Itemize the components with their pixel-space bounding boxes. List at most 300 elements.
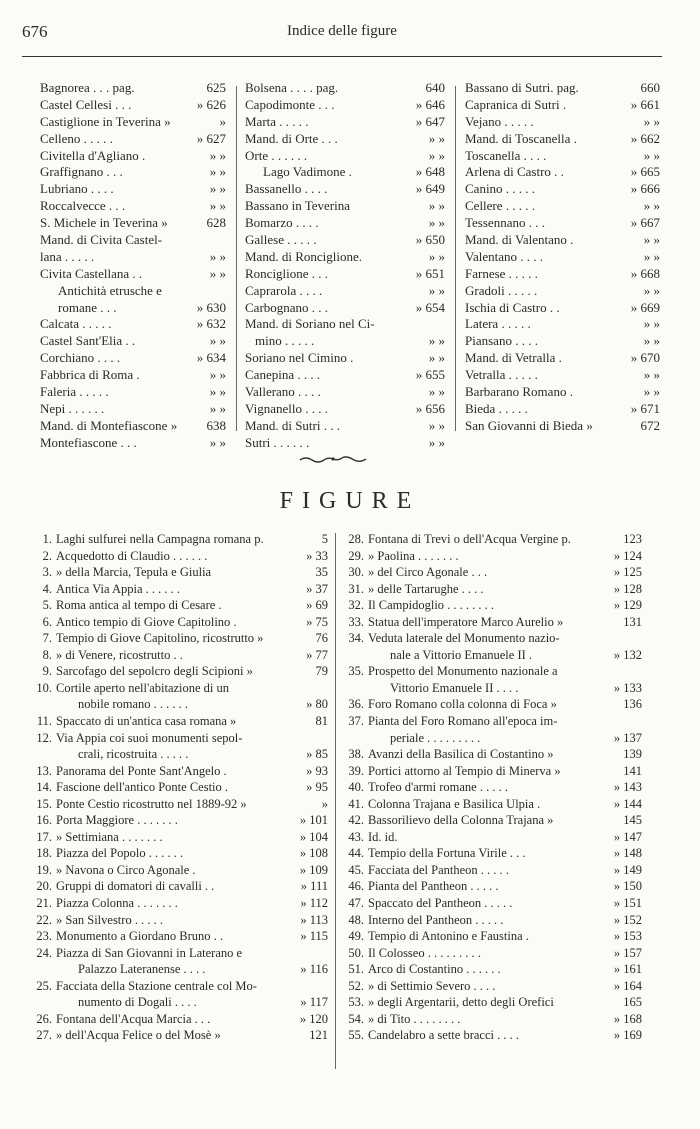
entry-name: Canepina . . . . xyxy=(245,367,321,383)
entry-page: » 655 xyxy=(415,367,445,383)
index-entry xyxy=(465,300,660,317)
entry-page: » 634 xyxy=(196,350,226,366)
figure-entry xyxy=(30,647,328,664)
figure-title: Sarcofago del sepolcro degli Scipioni » xyxy=(56,664,253,679)
figure-entry xyxy=(342,730,642,747)
figure-title: numento di Dogali . . . . xyxy=(78,995,197,1010)
index-entry xyxy=(465,215,660,232)
entry-name: Piansano . . . . xyxy=(465,333,538,349)
entry-page: » » xyxy=(428,130,445,146)
entry-page: » » xyxy=(209,147,226,163)
entry-page: » » xyxy=(209,198,226,214)
figure-entry xyxy=(30,696,328,713)
entry-name: Fabbrica di Roma . xyxy=(40,367,140,383)
figure-number: 12. xyxy=(36,730,52,745)
figure-entry xyxy=(342,630,642,647)
entry-name: Civita Castellana . . xyxy=(40,265,143,281)
index-entry xyxy=(245,333,445,350)
index-entry xyxy=(245,97,445,114)
figure-title: » della Marcia, Tepula e Giulia xyxy=(56,565,212,580)
entry-page: » 649 xyxy=(415,181,445,197)
figure-title: Interno del Pantheon . . . . . xyxy=(368,912,504,927)
entry-name: Corchiano . . . . xyxy=(40,350,121,366)
index-entry xyxy=(245,80,445,97)
entry-page: » 632 xyxy=(196,316,226,332)
figure-number: 15. xyxy=(36,796,52,811)
entry-page: » » xyxy=(209,400,226,416)
figure-page: » 150 xyxy=(613,879,642,894)
figure-number: 42. xyxy=(348,813,364,828)
figure-page: » 109 xyxy=(299,862,328,877)
figure-title: » Navona o Circo Agonale . xyxy=(56,862,196,877)
figure-title: Pianta del Pantheon . . . . . xyxy=(368,879,499,894)
entry-name: Soriano nel Cimino . xyxy=(245,350,354,366)
index-entry xyxy=(245,198,445,215)
entry-name: Celleno . . . . . xyxy=(40,130,113,146)
figure-page: » 164 xyxy=(613,978,642,993)
figure-title: Prospetto del Monumento nazionale a xyxy=(368,664,558,679)
index-entry xyxy=(465,131,660,148)
figure-entry xyxy=(30,862,328,879)
entry-name: romane . . . xyxy=(58,299,117,315)
figure-entry xyxy=(30,961,328,978)
figure-title: » di Settimio Severo . . . . xyxy=(368,978,496,993)
figure-number: 6. xyxy=(42,614,52,629)
figure-number: 32. xyxy=(348,598,364,613)
figure-title: Fontana di Trevi o dell'Acqua Vergine p. xyxy=(368,532,571,546)
entry-page: » 651 xyxy=(415,265,445,281)
figure-page: 139 xyxy=(623,747,642,762)
entry-name: Carbognano . . . xyxy=(245,299,329,315)
entry-name: Capranica di Sutri . xyxy=(465,96,567,112)
entry-name: Orte . . . . . . xyxy=(245,147,308,163)
entry-page: » » xyxy=(428,147,445,163)
index-entry xyxy=(40,333,226,350)
index-entry xyxy=(245,266,445,283)
figure-number: 1. xyxy=(42,532,52,546)
figure-page: » 104 xyxy=(299,829,328,844)
entry-name: Vignanello . . . . xyxy=(245,400,328,416)
figure-entry xyxy=(30,564,328,581)
figure-page: » xyxy=(321,796,328,811)
entry-page: » » xyxy=(428,333,445,349)
figure-page: » 137 xyxy=(613,730,642,745)
index-entry xyxy=(40,232,226,249)
figure-title: Trofeo d'armi romane . . . . . xyxy=(368,780,508,795)
column-divider xyxy=(236,86,237,431)
entry-name: Tessennano . . . xyxy=(465,215,545,231)
index-entry xyxy=(245,300,445,317)
entry-name: Vallerano . . . . xyxy=(245,384,321,400)
figure-title: Fontana dell'Acqua Marcia . . . xyxy=(56,1011,211,1026)
figure-entry xyxy=(342,796,642,813)
figure-page: » 143 xyxy=(613,780,642,795)
figure-title: Tempio di Antonino e Faustina . xyxy=(368,929,529,944)
figure-number: 30. xyxy=(348,565,364,580)
figure-number: 50. xyxy=(348,945,364,960)
figure-page: » 33 xyxy=(306,548,328,563)
figure-title: Vittorio Emanuele II . . . . xyxy=(390,680,519,695)
figure-number: 29. xyxy=(348,548,364,563)
figure-page: » 95 xyxy=(306,780,328,795)
figure-entry xyxy=(342,829,642,846)
figure-page: » 108 xyxy=(299,846,328,861)
index-entry xyxy=(465,384,660,401)
index-entry xyxy=(245,435,445,452)
index-entry xyxy=(245,148,445,165)
index-entry xyxy=(245,350,445,367)
entry-page: » » xyxy=(428,434,445,450)
figure-entry xyxy=(342,845,642,862)
entry-name: Bolsena . . . . pag. xyxy=(245,80,339,95)
index-entry xyxy=(40,181,226,198)
figure-number: 9. xyxy=(42,664,52,679)
running-title: Indice delle figure xyxy=(287,23,397,39)
figure-page: » 132 xyxy=(613,647,642,662)
figure-entry xyxy=(30,680,328,697)
figure-title: » dell'Acqua Felice o del Mosè » xyxy=(56,1028,221,1043)
figure-page: » 152 xyxy=(613,912,642,927)
figure-entry xyxy=(30,581,328,598)
page-number: 676 xyxy=(22,22,48,41)
figure-number: 16. xyxy=(36,813,52,828)
figure-number: 48. xyxy=(348,912,364,927)
figure-entry xyxy=(342,597,642,614)
figure-number: 22. xyxy=(36,912,52,927)
figure-page: 131 xyxy=(623,614,642,629)
figure-title: Piazza del Popolo . . . . . . xyxy=(56,846,184,861)
entry-name: Ronciglione . . . xyxy=(245,265,329,281)
figure-entry xyxy=(30,614,328,631)
figure-entry xyxy=(30,1011,328,1028)
figure-page: » 129 xyxy=(613,598,642,613)
figure-page: » 113 xyxy=(300,912,328,927)
figure-entry xyxy=(342,1027,642,1044)
entry-name: Mand. di Sutri . . . xyxy=(245,417,340,433)
entry-page: » 669 xyxy=(630,299,660,315)
figure-entry xyxy=(30,630,328,647)
index-entry xyxy=(245,401,445,418)
index-entry xyxy=(465,181,660,198)
figure-entry xyxy=(342,763,642,780)
figure-entry xyxy=(342,581,642,598)
index-entry xyxy=(245,215,445,232)
entry-name: San Giovanni di Bieda » xyxy=(465,417,593,433)
figure-entry xyxy=(342,531,642,548)
figure-number: 11. xyxy=(36,714,52,729)
index-entry xyxy=(465,148,660,165)
entry-name: Lago Vadimone . xyxy=(263,164,352,180)
entry-page: » xyxy=(219,113,226,129)
entry-name: Cellere . . . . . xyxy=(465,198,536,214)
entry-page: » » xyxy=(643,232,660,248)
figure-page: » 157 xyxy=(613,945,642,960)
figure-page: » 168 xyxy=(613,1011,642,1026)
header-rule xyxy=(22,56,662,57)
figure-title: Tempio della Fortuna Virile . . . xyxy=(368,846,526,861)
figure-title: Tempio di Giove Capitolino, ricostrutto » xyxy=(56,631,264,646)
figure-list xyxy=(30,531,650,1071)
entry-name: Castel Sant'Elia . . xyxy=(40,333,136,349)
index-entry xyxy=(465,283,660,300)
figure-number: 4. xyxy=(42,581,52,596)
figure-entry xyxy=(342,713,642,730)
index-entry xyxy=(465,114,660,131)
figure-entry xyxy=(342,548,642,565)
figure-number: 45. xyxy=(348,862,364,877)
entry-name: Ischia di Castro . . xyxy=(465,299,560,315)
entry-page: » 656 xyxy=(415,400,445,416)
index-entry xyxy=(40,384,226,401)
index-entry xyxy=(465,333,660,350)
figure-page: » 117 xyxy=(300,995,328,1010)
figure-title: Spaccato del Pantheon . . . . . xyxy=(368,896,513,911)
entry-name: Gallese . . . . . xyxy=(245,232,317,248)
figure-title: Veduta laterale del Monumento nazio- xyxy=(368,631,560,646)
index-entry xyxy=(465,367,660,384)
index-entry xyxy=(40,283,226,300)
figure-title: Statua dell'imperatore Marco Aurelio » xyxy=(368,614,564,629)
figure-entry xyxy=(30,763,328,780)
figure-entry xyxy=(30,928,328,945)
figure-entry xyxy=(30,1027,328,1044)
entry-page: » » xyxy=(643,147,660,163)
figure-title: Foro Romano colla colonna di Foca » xyxy=(368,697,557,712)
index-entry xyxy=(465,249,660,266)
entry-page: » » xyxy=(428,215,445,231)
figure-number: 2. xyxy=(42,548,52,563)
entry-name: Valentano . . . . xyxy=(465,248,543,264)
figure-title: periale . . . . . . . . . xyxy=(390,730,481,745)
figure-page: » 153 xyxy=(613,929,642,944)
figure-title: Antica Via Appia . . . . . . xyxy=(56,581,180,596)
figure-number: 27. xyxy=(36,1028,52,1043)
figure-page: 5 xyxy=(321,532,328,546)
figure-column-left xyxy=(30,531,328,1044)
figure-number: 36. xyxy=(348,697,364,712)
figure-entry xyxy=(30,895,328,912)
figure-entry xyxy=(30,730,328,747)
figure-title: nobile romano . . . . . . xyxy=(78,697,189,712)
entry-page: » » xyxy=(209,367,226,383)
figure-title: » delle Tartarughe . . . . xyxy=(368,581,484,596)
figure-title: Colonna Trajana e Basilica Ulpia . xyxy=(368,796,541,811)
entry-name: Canino . . . . . xyxy=(465,181,536,197)
figure-entry xyxy=(30,713,328,730)
entry-page: » 650 xyxy=(415,232,445,248)
index-entry xyxy=(465,418,660,435)
figure-entry xyxy=(342,928,642,945)
figure-number: 54. xyxy=(348,1011,364,1026)
index-entry xyxy=(40,367,226,384)
figure-page: » 80 xyxy=(306,697,328,712)
figure-number: 46. xyxy=(348,879,364,894)
figure-title: Porta Maggiore . . . . . . . xyxy=(56,813,178,828)
figure-entry xyxy=(30,878,328,895)
figure-entry xyxy=(342,746,642,763)
index-entry xyxy=(40,350,226,367)
figure-page: 81 xyxy=(315,714,328,729)
index-entry xyxy=(465,401,660,418)
entry-page: 625 xyxy=(206,80,226,95)
entry-page: » » xyxy=(209,265,226,281)
index-entry xyxy=(40,316,226,333)
figure-number: 18. xyxy=(36,846,52,861)
figure-entry xyxy=(30,796,328,813)
entry-name: Montefiascone . . . xyxy=(40,434,137,450)
figure-entry xyxy=(342,912,642,929)
figure-entry xyxy=(342,696,642,713)
entry-page: » 666 xyxy=(630,181,660,197)
entry-page: » 667 xyxy=(630,215,660,231)
entry-page: » 662 xyxy=(630,130,660,146)
figure-page: » 128 xyxy=(613,581,642,596)
figure-title: Pianta del Foro Romano all'epoca im- xyxy=(368,714,558,729)
figure-title: Fascione dell'antico Ponte Cestio . xyxy=(56,780,229,795)
figure-title: Via Appia coi suoi monumenti sepol- xyxy=(56,730,243,745)
figure-number: 33. xyxy=(348,614,364,629)
figure-number: 44. xyxy=(348,846,364,861)
index-entry xyxy=(465,316,660,333)
figure-page: » 149 xyxy=(613,862,642,877)
figure-number: 31. xyxy=(348,581,364,596)
figure-page: » 75 xyxy=(306,614,328,629)
figure-title: Piazza di San Giovanni in Laterano e xyxy=(56,945,243,960)
entry-name: Mand. di Montefiascone » xyxy=(40,417,178,433)
figure-number: 13. xyxy=(36,763,52,778)
index-entry xyxy=(40,97,226,114)
index-entry xyxy=(465,80,660,97)
figure-entry xyxy=(342,647,642,664)
figure-number: 51. xyxy=(348,962,364,977)
figure-page: » 169 xyxy=(613,1028,642,1043)
figure-title: Piazza Colonna . . . . . . . xyxy=(56,896,178,911)
figure-entry xyxy=(342,614,642,631)
entry-name: Farnese . . . . . xyxy=(465,265,538,281)
entry-name: Bassano di Sutri. pag. xyxy=(465,80,579,95)
figure-entry xyxy=(342,663,642,680)
entry-page: » 661 xyxy=(630,96,660,112)
index-entry xyxy=(465,350,660,367)
entry-page: » 671 xyxy=(630,400,660,416)
index-entry xyxy=(245,283,445,300)
figure-number: 41. xyxy=(348,796,364,811)
figure-page: 136 xyxy=(623,697,642,712)
figure-number: 35. xyxy=(348,664,364,679)
figure-number: 10. xyxy=(36,680,52,695)
entry-page: 638 xyxy=(206,417,226,433)
entry-page: » » xyxy=(428,384,445,400)
figure-page: » 115 xyxy=(300,929,328,944)
entry-name: Castiglione in Teverina » xyxy=(40,113,171,129)
entry-name: Mand. di Toscanella . xyxy=(465,130,577,146)
entry-name: Latera . . . . . xyxy=(465,316,531,332)
figure-entry xyxy=(342,961,642,978)
figure-number: 5. xyxy=(42,598,52,613)
entry-page: » 665 xyxy=(630,164,660,180)
figure-title: nale a Vittorio Emanuele II . xyxy=(390,647,533,662)
figure-title: Candelabro a sette bracci . . . . xyxy=(368,1028,519,1043)
figure-page: » 148 xyxy=(613,846,642,861)
figure-page: » 101 xyxy=(299,813,328,828)
figure-title: Avanzi della Basilica di Costantino » xyxy=(368,747,554,762)
entry-name: Sutri . . . . . . xyxy=(245,434,310,450)
figure-title: » di Venere, ricostrutto . . xyxy=(56,647,183,662)
figure-page: 79 xyxy=(315,664,328,679)
figure-page: » 120 xyxy=(299,1011,328,1026)
entry-name: Arlena di Castro . . xyxy=(465,164,564,180)
entry-page: » » xyxy=(643,248,660,264)
figure-entry xyxy=(342,978,642,995)
figure-entry xyxy=(30,663,328,680)
figure-page: » 125 xyxy=(613,565,642,580)
figure-number: 49. xyxy=(348,929,364,944)
entry-page: 628 xyxy=(206,215,226,231)
figure-page: 165 xyxy=(623,995,642,1010)
entry-page: » 648 xyxy=(415,164,445,180)
figure-entry xyxy=(30,812,328,829)
column-divider xyxy=(455,86,456,431)
entry-name: S. Michele in Teverina » xyxy=(40,215,168,231)
entry-name: Mand. di Civita Castel- xyxy=(40,232,163,248)
figure-entry xyxy=(342,1011,642,1028)
index-entry xyxy=(245,249,445,266)
entry-name: Graffignano . . . xyxy=(40,164,123,180)
entry-page: 660 xyxy=(640,80,660,95)
entry-name: Antichità etrusche e xyxy=(58,282,162,298)
figure-page: 121 xyxy=(309,1028,328,1043)
index-entry xyxy=(40,300,226,317)
figure-title: Portici attorno al Tempio di Minerva » xyxy=(368,763,561,778)
figure-page: » 151 xyxy=(613,896,642,911)
figure-number: 8. xyxy=(42,647,52,662)
index-entry xyxy=(465,198,660,215)
index-entry xyxy=(245,418,445,435)
figure-title: Antico tempio di Giove Capitolino . xyxy=(56,614,237,629)
figure-entry xyxy=(30,829,328,846)
entry-name: Bieda . . . . . xyxy=(465,400,528,416)
figure-number: 17. xyxy=(36,829,52,844)
figure-title: Spaccato di un'antica casa romana » xyxy=(56,714,237,729)
figure-entry xyxy=(30,994,328,1011)
entry-page: » » xyxy=(209,434,226,450)
figure-page: 76 xyxy=(315,631,328,646)
index-entry xyxy=(245,384,445,401)
index-entry xyxy=(40,418,226,435)
figure-page: » 77 xyxy=(306,647,328,662)
entry-name: Bomarzo . . . . xyxy=(245,215,319,231)
figure-page: » 111 xyxy=(300,879,328,894)
entry-page: 672 xyxy=(640,417,660,433)
figure-number: 38. xyxy=(348,747,364,762)
figure-page: 123 xyxy=(623,532,642,546)
figure-number: 7. xyxy=(42,631,52,646)
figure-number: 52. xyxy=(348,978,364,993)
index-entry xyxy=(465,97,660,114)
entry-page: » » xyxy=(643,113,660,129)
index-entry xyxy=(40,198,226,215)
entry-page: » » xyxy=(643,367,660,383)
index-entry xyxy=(40,215,226,232)
figure-title: Bassorilievo della Colonna Trajana » xyxy=(368,813,554,828)
index-column-3 xyxy=(465,80,660,435)
entry-page: » » xyxy=(428,417,445,433)
figure-entry xyxy=(30,945,328,962)
figure-page: » 69 xyxy=(306,598,328,613)
entry-name: Bassanello . . . . xyxy=(245,181,328,197)
figure-title: Il Colosseo . . . . . . . . . xyxy=(368,945,481,960)
entry-page: » » xyxy=(209,248,226,264)
